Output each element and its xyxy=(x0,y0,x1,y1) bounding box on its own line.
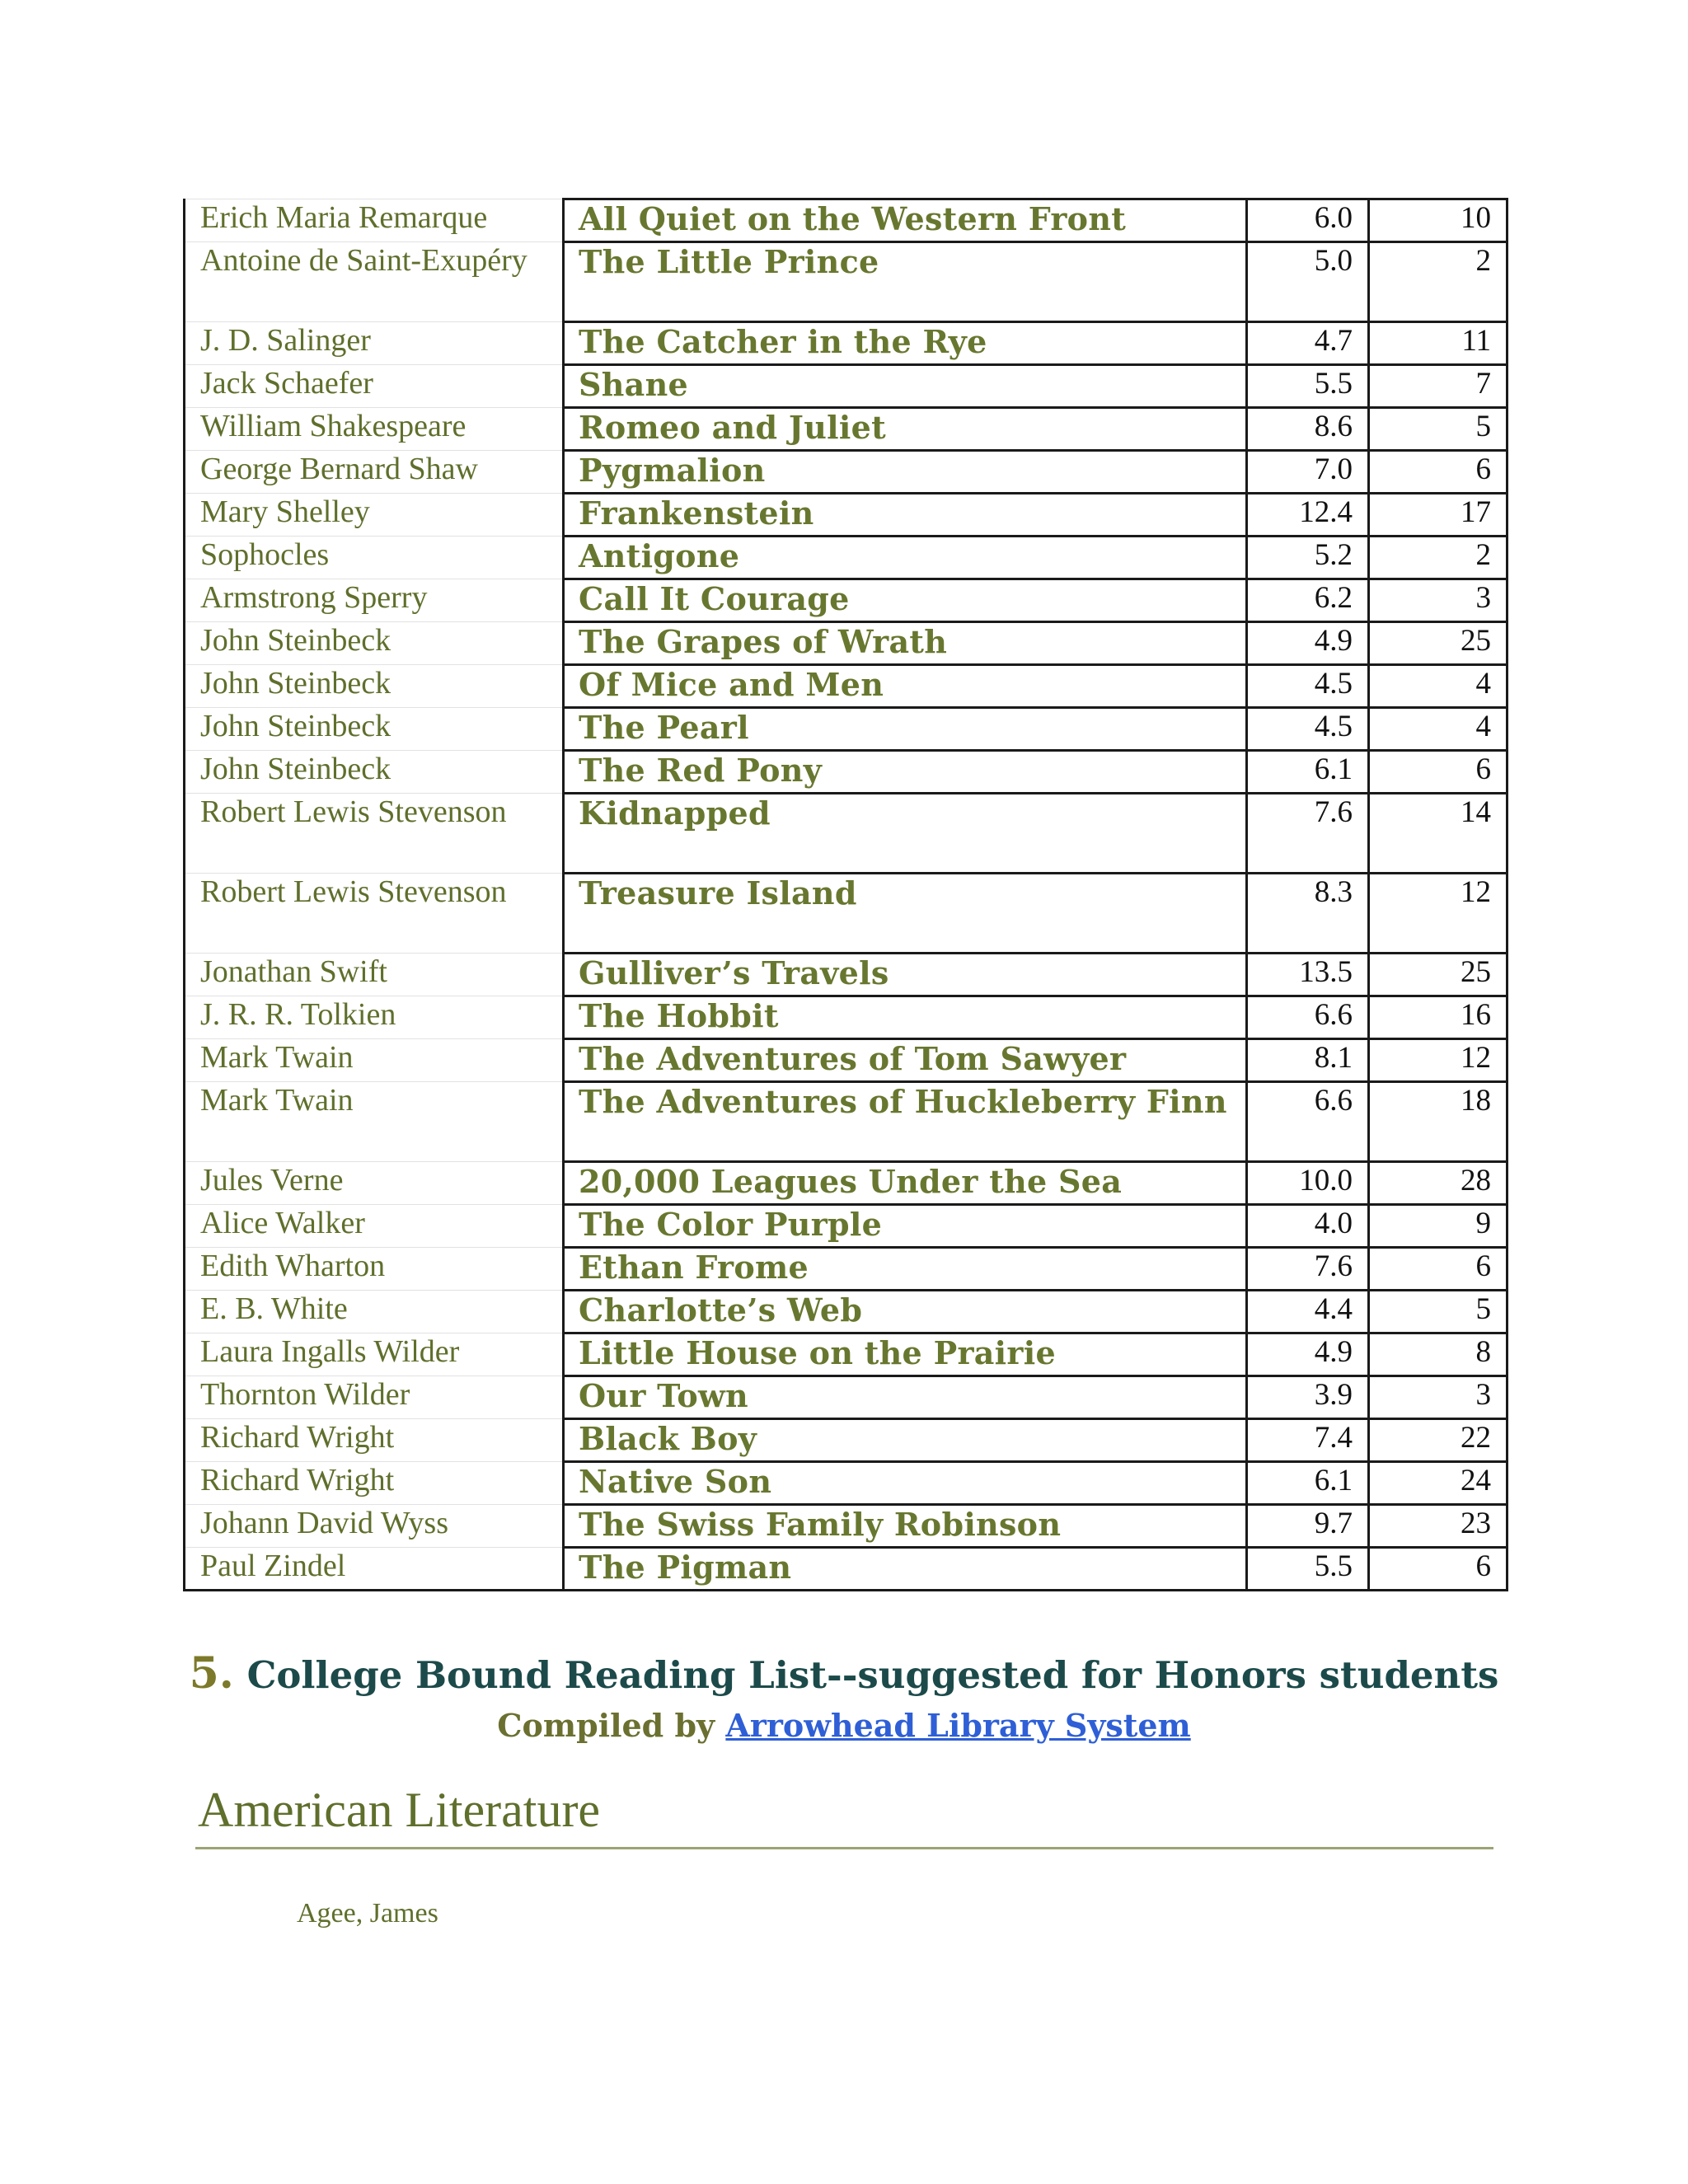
title-cell: Little House on the Prairie xyxy=(564,1333,1247,1376)
points-cell: 2 xyxy=(1369,537,1507,579)
reading-level-cell: 4.5 xyxy=(1247,665,1369,708)
title-cell: 20,000 Leagues Under the Sea xyxy=(564,1162,1247,1205)
table-row xyxy=(185,242,1507,322)
points-cell: 7 xyxy=(1369,365,1507,408)
table-row xyxy=(185,365,1507,408)
author-cell: Paul Zindel xyxy=(185,1548,564,1591)
table-row xyxy=(185,322,1507,365)
table-row xyxy=(185,1248,1507,1291)
author-cell: E. B. White xyxy=(185,1291,564,1333)
table-row xyxy=(185,1548,1507,1591)
title-cell: The Little Prince xyxy=(564,242,1247,322)
points-cell: 4 xyxy=(1369,708,1507,751)
table-row xyxy=(185,1082,1507,1162)
reading-level-cell: 6.1 xyxy=(1247,1462,1369,1505)
table-row xyxy=(185,708,1507,751)
table-row xyxy=(185,199,1507,242)
title-cell: The Hobbit xyxy=(564,996,1247,1039)
author-cell: Mark Twain xyxy=(185,1039,564,1082)
author-cell: John Steinbeck xyxy=(185,622,564,665)
table-row xyxy=(185,996,1507,1039)
reading-level-cell: 4.0 xyxy=(1247,1205,1369,1248)
points-cell: 6 xyxy=(1369,751,1507,794)
reading-level-cell: 4.9 xyxy=(1247,1333,1369,1376)
table-row xyxy=(185,751,1507,794)
title-cell: The Color Purple xyxy=(564,1205,1247,1248)
points-cell: 14 xyxy=(1369,794,1507,874)
author-cell: Robert Lewis Stevenson xyxy=(185,794,564,874)
arrowhead-library-link[interactable]: Arrowhead Library System xyxy=(725,1707,1191,1744)
table-row xyxy=(185,408,1507,451)
reading-level-cell: 7.6 xyxy=(1247,794,1369,874)
title-cell: Charlotte’s Web xyxy=(564,1291,1247,1333)
table-row xyxy=(185,1162,1507,1205)
reading-level-cell: 7.0 xyxy=(1247,451,1369,494)
author-cell: Richard Wright xyxy=(185,1462,564,1505)
reading-list-table xyxy=(183,198,1508,1591)
title-cell: Call It Courage xyxy=(564,579,1247,622)
table-row xyxy=(185,494,1507,537)
subsection-divider xyxy=(195,1847,1493,1849)
author-cell: Antoine de Saint-Exupéry xyxy=(185,242,564,322)
author-cell: Laura Ingalls Wilder xyxy=(185,1333,564,1376)
title-cell: The Pearl xyxy=(564,708,1247,751)
reading-level-cell: 6.1 xyxy=(1247,751,1369,794)
reading-level-cell: 4.7 xyxy=(1247,322,1369,365)
title-cell: All Quiet on the Western Front xyxy=(564,199,1247,242)
author-cell: Armstrong Sperry xyxy=(185,579,564,622)
title-cell: The Grapes of Wrath xyxy=(564,622,1247,665)
table-row xyxy=(185,1291,1507,1333)
compiled-by-label: Compiled by xyxy=(497,1707,715,1744)
table-row xyxy=(185,451,1507,494)
reading-level-cell: 5.2 xyxy=(1247,537,1369,579)
points-cell: 9 xyxy=(1369,1205,1507,1248)
title-cell: Kidnapped xyxy=(564,794,1247,874)
table-row xyxy=(185,1205,1507,1248)
points-cell: 25 xyxy=(1369,954,1507,996)
reading-level-cell: 13.5 xyxy=(1247,954,1369,996)
title-cell: Black Boy xyxy=(564,1419,1247,1462)
points-cell: 5 xyxy=(1369,1291,1507,1333)
section-number: 5. xyxy=(189,1648,234,1699)
title-cell: Our Town xyxy=(564,1376,1247,1419)
table-row xyxy=(185,537,1507,579)
reading-level-cell: 4.9 xyxy=(1247,622,1369,665)
author-cell: Alice Walker xyxy=(185,1205,564,1248)
author-cell: Sophocles xyxy=(185,537,564,579)
points-cell: 11 xyxy=(1369,322,1507,365)
table-row xyxy=(185,1462,1507,1505)
author-cell: John Steinbeck xyxy=(185,665,564,708)
reading-level-cell: 5.5 xyxy=(1247,365,1369,408)
points-cell: 22 xyxy=(1369,1419,1507,1462)
title-cell: The Catcher in the Rye xyxy=(564,322,1247,365)
points-cell: 18 xyxy=(1369,1082,1507,1162)
reading-level-cell: 3.9 xyxy=(1247,1376,1369,1419)
title-cell: The Red Pony xyxy=(564,751,1247,794)
points-cell: 16 xyxy=(1369,996,1507,1039)
table-row xyxy=(185,1376,1507,1419)
table-row xyxy=(185,622,1507,665)
table-row xyxy=(185,1333,1507,1376)
points-cell: 12 xyxy=(1369,874,1507,954)
title-cell: The Adventures of Huckleberry Finn xyxy=(564,1082,1247,1162)
title-cell: Antigone xyxy=(564,537,1247,579)
author-cell: Erich Maria Remarque xyxy=(185,199,564,242)
author-cell: John Steinbeck xyxy=(185,751,564,794)
compiled-by-line xyxy=(0,1706,1688,1746)
table-row xyxy=(185,794,1507,874)
points-cell: 6 xyxy=(1369,451,1507,494)
table-row xyxy=(185,874,1507,954)
points-cell: 2 xyxy=(1369,242,1507,322)
reading-level-cell: 7.4 xyxy=(1247,1419,1369,1462)
author-cell: Robert Lewis Stevenson xyxy=(185,874,564,954)
table-row xyxy=(185,665,1507,708)
points-cell: 10 xyxy=(1369,199,1507,242)
author-cell: J. R. R. Tolkien xyxy=(185,996,564,1039)
reading-level-cell: 4.5 xyxy=(1247,708,1369,751)
table-row xyxy=(185,579,1507,622)
author-cell: Thornton Wilder xyxy=(185,1376,564,1419)
table-row xyxy=(185,1505,1507,1548)
title-cell: Ethan Frome xyxy=(564,1248,1247,1291)
title-cell: Romeo and Juliet xyxy=(564,408,1247,451)
author-cell: Jack Schaefer xyxy=(185,365,564,408)
author-cell: Mary Shelley xyxy=(185,494,564,537)
title-cell: The Pigman xyxy=(564,1548,1247,1591)
title-cell: Native Son xyxy=(564,1462,1247,1505)
author-cell: Jonathan Swift xyxy=(185,954,564,996)
points-cell: 8 xyxy=(1369,1333,1507,1376)
reading-level-cell: 10.0 xyxy=(1247,1162,1369,1205)
section-title: College Bound Reading List--suggested for Honors students xyxy=(246,1653,1499,1697)
reading-level-cell: 5.0 xyxy=(1247,242,1369,322)
title-cell: Gulliver’s Travels xyxy=(564,954,1247,996)
table-row xyxy=(185,1039,1507,1082)
points-cell: 6 xyxy=(1369,1548,1507,1591)
title-cell: Frankenstein xyxy=(564,494,1247,537)
reading-level-cell: 7.6 xyxy=(1247,1248,1369,1291)
points-cell: 17 xyxy=(1369,494,1507,537)
points-cell: 5 xyxy=(1369,408,1507,451)
points-cell: 23 xyxy=(1369,1505,1507,1548)
reading-level-cell: 9.7 xyxy=(1247,1505,1369,1548)
reading-level-cell: 8.3 xyxy=(1247,874,1369,954)
points-cell: 25 xyxy=(1369,622,1507,665)
table-row xyxy=(185,1419,1507,1462)
table-row xyxy=(185,954,1507,996)
author-cell: Richard Wright xyxy=(185,1419,564,1462)
points-cell: 12 xyxy=(1369,1039,1507,1082)
points-cell: 24 xyxy=(1369,1462,1507,1505)
reading-level-cell: 6.0 xyxy=(1247,199,1369,242)
title-cell: Of Mice and Men xyxy=(564,665,1247,708)
reading-level-cell: 4.4 xyxy=(1247,1291,1369,1333)
section-heading xyxy=(0,1648,1688,1699)
title-cell: The Adventures of Tom Sawyer xyxy=(564,1039,1247,1082)
author-cell: Jules Verne xyxy=(185,1162,564,1205)
author-cell: George Bernard Shaw xyxy=(185,451,564,494)
points-cell: 28 xyxy=(1369,1162,1507,1205)
title-cell: Shane xyxy=(564,365,1247,408)
points-cell: 3 xyxy=(1369,579,1507,622)
reading-level-cell: 5.5 xyxy=(1247,1548,1369,1591)
author-cell: J. D. Salinger xyxy=(185,322,564,365)
table-body xyxy=(185,199,1507,1591)
list-entry: Agee, James xyxy=(297,1898,438,1929)
points-cell: 4 xyxy=(1369,665,1507,708)
reading-level-cell: 8.6 xyxy=(1247,408,1369,451)
author-cell: Johann David Wyss xyxy=(185,1505,564,1548)
reading-level-cell: 6.6 xyxy=(1247,996,1369,1039)
title-cell: Pygmalion xyxy=(564,451,1247,494)
author-cell: Mark Twain xyxy=(185,1082,564,1162)
title-cell: Treasure Island xyxy=(564,874,1247,954)
points-cell: 3 xyxy=(1369,1376,1507,1419)
reading-level-cell: 8.1 xyxy=(1247,1039,1369,1082)
title-cell: The Swiss Family Robinson xyxy=(564,1505,1247,1548)
reading-level-cell: 6.6 xyxy=(1247,1082,1369,1162)
reading-level-cell: 12.4 xyxy=(1247,494,1369,537)
author-cell: John Steinbeck xyxy=(185,708,564,751)
author-cell: Edith Wharton xyxy=(185,1248,564,1291)
points-cell: 6 xyxy=(1369,1248,1507,1291)
reading-level-cell: 6.2 xyxy=(1247,579,1369,622)
author-cell: William Shakespeare xyxy=(185,408,564,451)
subsection-title: American Literature xyxy=(198,1783,601,1837)
